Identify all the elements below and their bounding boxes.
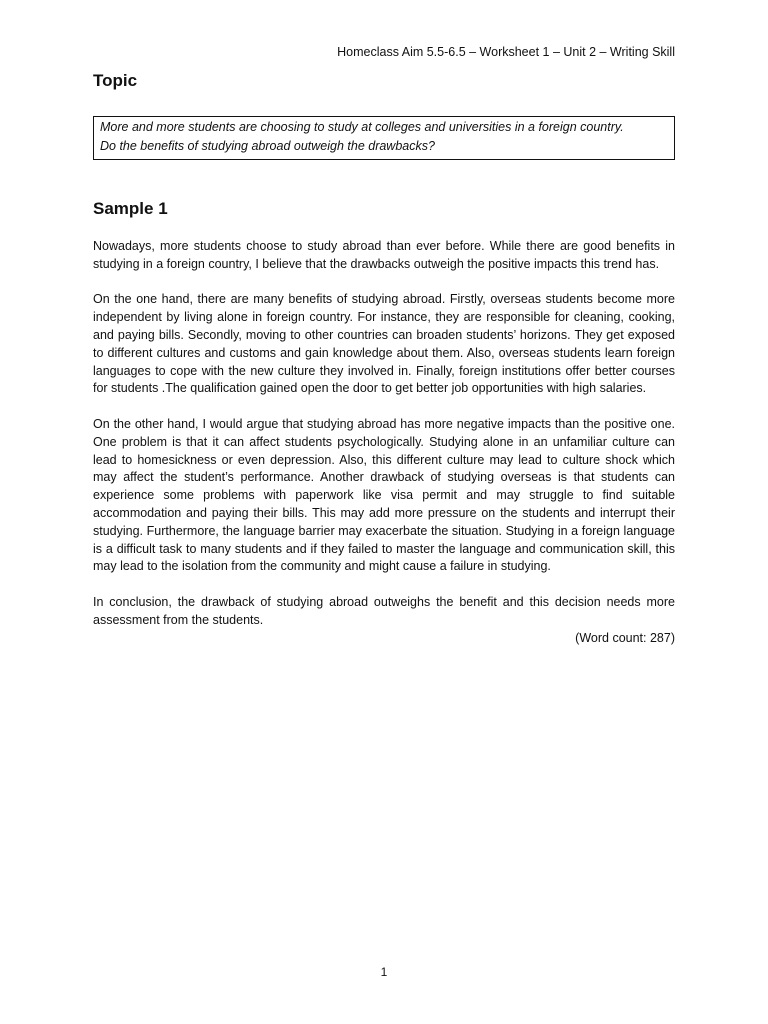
essay-body-paragraph-1: On the one hand, there are many benefits of studying abroad. Firstly, overseas students become more independent by living alone in foreign country. For instance, they are responsible for cleaning, cooking, and paying bills. Secondly, moving to other countries can broaden students’ horizons. They get exposed to different cultures and customs and gain knowledge about them. Also, overseas students learn foreign languages to cope with the new culture they involved in. Finally, foreign institutions offer better courses for students .The qualification gained open the door to get better job opportunities with high salaries.: [93, 292, 675, 396]
essay-conclusion: In conclusion, the drawback of studying abroad outweighs the benefit and this decision needs more assessment from the students.: [93, 594, 675, 627]
sample-heading: Sample 1: [93, 199, 168, 218]
word-count: (Word count: 287): [575, 630, 675, 645]
essay-body: [93, 238, 675, 647]
topic-heading: Topic: [93, 71, 138, 90]
topic-prompt-line-2: Do the benefits of studying abroad outweigh the drawbacks?: [100, 139, 435, 153]
topic-prompt-box: [93, 116, 675, 160]
essay-body-paragraph-2: On the other hand, I would argue that studying abroad has more negative impacts than the positive one. One problem is that it can affect students psychologically. Studying alone in an unfamiliar culture can lead to homesickness or even depression. Also, this different culture may lead to culture shock which may affect the student’s performance. Another drawback of studying overseas is that students can experience some problems with paperwork like visa permit and may struggle to find suitable accommodation and paying their bills. This may add more pressure on the students and interrupt their studying. Furthermore, the language barrier may exacerbate the situation. Studying in a foreign language is a difficult task to many students and if they failed to master the language and communication skill, this may lead to the isolation from the community and might cause a failure in studying.: [93, 416, 675, 574]
page-number: 1: [380, 965, 388, 979]
essay-introduction: Nowadays, more students choose to study abroad than ever before. While there are good benefits in studying in a foreign country, I believe that the drawbacks outweigh the positive impacts this trend has.: [93, 239, 675, 271]
document-page: [93, 0, 675, 1024]
running-header: Homeclass Aim 5.5-6.5 – Worksheet 1 – Unit 2 – Writing Skill: [337, 45, 675, 59]
topic-prompt-line-1: More and more students are choosing to study at colleges and universities in a foreign country.: [100, 120, 624, 134]
